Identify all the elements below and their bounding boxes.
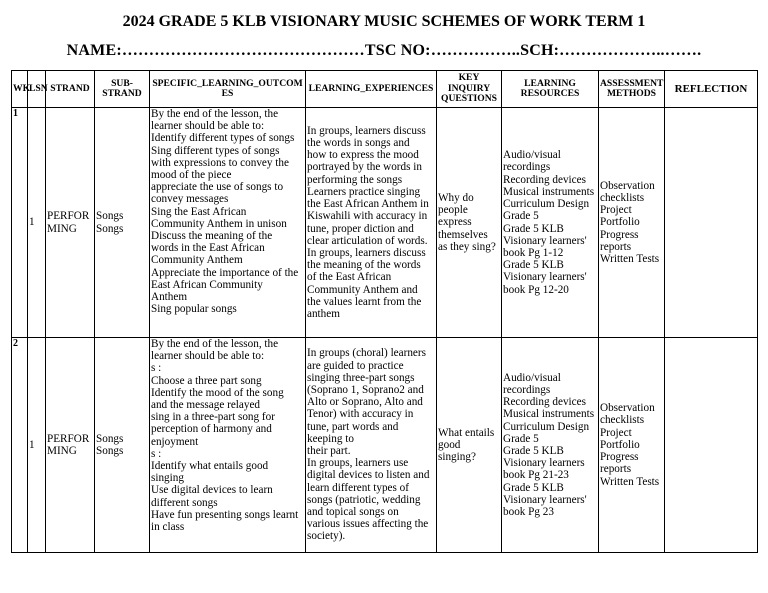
cell-line: Appreciate the importance of the: [151, 266, 299, 279]
cell-strand: [46, 338, 95, 553]
header-strand: STRAND: [46, 71, 95, 108]
cell-line: Audio/visual: [503, 371, 561, 384]
cell-line: tune, proper diction and: [307, 222, 414, 235]
cell-line: perception of harmony and: [151, 423, 272, 436]
cell-line: songs (patriotic, wedding: [307, 493, 421, 506]
cell-line: appreciate the use of songs to: [151, 181, 284, 194]
cell-line: Songs: [96, 432, 124, 445]
cell-line: Choose a three part song: [151, 374, 262, 387]
header-learning-resources: LEARNING RESOURCES: [502, 71, 599, 108]
cell-line: checklists: [600, 414, 645, 427]
cell-line: Portfolio: [600, 438, 640, 451]
schemes-table: [11, 70, 758, 553]
cell-line: Tenor) with accuracy in: [307, 408, 414, 421]
cell-line: Grade 5 KLB: [503, 445, 564, 457]
header-key-inquiry-questions: KEY INQUIRY QUESTIONS: [437, 71, 502, 108]
cell-line: Project: [600, 426, 632, 439]
cell-line: Anthem: [151, 291, 188, 304]
cell-line: Curriculum Design: [503, 420, 590, 433]
cell-line: checklists: [600, 191, 645, 204]
cell-lesson: 1: [28, 338, 46, 553]
cell-line: What entails: [438, 426, 495, 439]
cell-week: 1: [12, 108, 28, 338]
header-sub-strand-text: SUB-STRAND: [102, 77, 142, 99]
cell-week: 2: [12, 338, 28, 553]
cell-assessment-methods: [599, 338, 665, 553]
cell-line: performing the songs: [307, 173, 403, 186]
cell-line: in class: [151, 521, 185, 534]
cell-line: Written Tests: [600, 253, 660, 265]
cell-line: Curriculum Design: [503, 198, 590, 211]
cell-line: words in the East African: [151, 242, 265, 255]
cell-line: Musical instruments: [503, 408, 595, 421]
cell-line: In groups (choral) learners: [307, 347, 426, 360]
cell-line: s :: [151, 447, 162, 460]
header-sub-strand: [95, 71, 150, 108]
cell-line: Use digital devices to learn: [151, 484, 273, 497]
cell-learning-experiences: [306, 338, 437, 553]
cell-line: East African Community: [151, 278, 263, 291]
cell-line: Observation: [600, 402, 655, 415]
cell-line: book Pg 12-20: [503, 283, 569, 296]
cell-line: recordings: [503, 383, 551, 396]
header-lsn: LSN: [28, 71, 46, 108]
cell-line: their part.: [307, 445, 351, 457]
cell-line: tune, part words and keeping to: [307, 420, 399, 445]
cell-line: Progress: [600, 451, 639, 464]
cell-line: enjoyment: [151, 435, 199, 448]
cell-line: Identify different types of songs: [151, 132, 295, 145]
document-title: 2024 GRADE 5 KLB VISIONARY MUSIC SCHEMES OF WORK TERM 1: [122, 13, 646, 30]
cell-line: Audio/visual: [503, 149, 561, 162]
cell-learning-resources: [502, 338, 599, 553]
cell-key-inquiry-question: [437, 108, 502, 338]
cell-specific-learning-outcomes: [150, 338, 306, 553]
cell-line: Discuss the meaning of the: [151, 230, 273, 243]
cell-line: Observation: [600, 179, 655, 192]
header-wk: WK: [12, 71, 28, 108]
cell-line: Project: [600, 204, 632, 217]
cell-line: different songs: [151, 496, 218, 509]
cell-line: In groups, learners discuss: [307, 246, 426, 259]
cell-line: and the message relayed: [151, 399, 261, 412]
cell-line: Portfolio: [600, 216, 640, 229]
cell-line: Alto or Soprano, Alto and: [307, 396, 423, 409]
cell-line: are guided to practice: [307, 359, 404, 372]
cell-line: By the end of the lesson, the: [151, 108, 279, 120]
cell-line: convey messages: [151, 193, 229, 206]
cell-learning-resources: [502, 108, 599, 338]
cell-line: Grade 5: [503, 210, 539, 223]
header-learning-experiences: LEARNING_EXPERIENCES: [306, 71, 437, 108]
cell-line: Grade 5 KLB: [503, 259, 564, 272]
cell-line: singing?: [438, 451, 476, 464]
cell-strand: [46, 108, 95, 338]
cell-line: mood of the piece: [151, 169, 232, 182]
cell-line: Recording devices: [503, 173, 586, 186]
cell-line: of the East African: [307, 271, 392, 284]
cell-sub-strand: [95, 338, 150, 553]
cell-line: singing: [151, 472, 184, 485]
name-tsc-school-line: NAME:………………………………………TSC NO:……………..SCH:………………..…….: [66, 42, 702, 59]
cell-line: recordings: [503, 161, 551, 174]
cell-line: learner should be able to:: [151, 350, 265, 363]
cell-line: portrayed by the words in: [307, 161, 422, 174]
cell-line: Grade 5 KLB: [503, 481, 564, 494]
cell-line: Learners practice singing: [307, 185, 421, 198]
cell-line: express: [438, 216, 472, 229]
cell-line: Identify the mood of the song: [151, 386, 284, 399]
cell-line: PERFOR: [47, 432, 90, 445]
cell-assessment-methods: [599, 108, 665, 338]
cell-line: learn different types of: [307, 481, 409, 494]
header-specific-learning-outcomes: SPECIFIC_LEARNING_OUTCOMES: [150, 71, 306, 108]
cell-line: In groups, learners use: [307, 457, 409, 470]
cell-line: Grade 5 KLB: [503, 222, 564, 235]
table-row: [12, 108, 758, 338]
cell-line: Visionary learners': [503, 493, 587, 506]
cell-reflection: [665, 338, 758, 553]
cell-line: the values learnt from the: [307, 295, 422, 308]
cell-line: Community Anthem and: [307, 283, 418, 296]
cell-line: sing in a three-part song for: [151, 411, 275, 424]
cell-line: Visionary learners': [503, 234, 587, 247]
cell-line: book Pg 1-12: [503, 246, 564, 259]
cell-line: as they sing?: [438, 240, 496, 253]
cell-line: book Pg 23: [503, 506, 554, 519]
cell-line: good: [438, 438, 461, 451]
cell-learning-experiences: [306, 108, 437, 338]
cell-key-inquiry-question: [437, 338, 502, 553]
cell-line: how to express the mood: [307, 149, 419, 162]
cell-line: Sing popular songs: [151, 303, 237, 316]
header-assessment-methods: ASSESSMENT METHODS: [599, 71, 665, 108]
cell-lesson: 1: [28, 108, 46, 338]
cell-line: Recording devices: [503, 396, 586, 409]
cell-line: Sing different types of songs: [151, 144, 280, 157]
cell-line: Why do: [438, 191, 474, 204]
cell-line: the East African Anthem in: [307, 198, 429, 211]
cell-line: (Soprano 1, Soprano2 and: [307, 383, 424, 396]
cell-line: reports: [600, 240, 632, 253]
table-row: [12, 338, 758, 553]
cell-line: Visionary learners': [503, 271, 587, 284]
cell-line: with expressions to convey the: [151, 156, 289, 169]
cell-line: anthem: [307, 307, 340, 320]
cell-line: Songs: [96, 222, 124, 235]
cell-line: MING: [47, 445, 77, 457]
cell-line: themselves: [438, 228, 488, 241]
cell-line: Community Anthem in unison: [151, 217, 287, 230]
cell-line: people: [438, 204, 468, 217]
cell-line: and topical songs on: [307, 506, 399, 519]
cell-line: the meaning of the words: [307, 259, 421, 272]
cell-line: Identify what entails good: [151, 460, 269, 473]
cell-line: Community Anthem: [151, 254, 243, 267]
cell-specific-learning-outcomes: [150, 108, 306, 338]
cell-line: the words in songs and: [307, 137, 410, 150]
cell-line: Grade 5: [503, 432, 539, 445]
cell-line: Written Tests: [600, 475, 660, 488]
cell-line: Musical instruments: [503, 185, 595, 198]
cell-reflection: [665, 108, 758, 338]
cell-line: By the end of the lesson, the: [151, 338, 279, 350]
cell-line: Songs: [96, 210, 124, 223]
cell-line: Progress: [600, 228, 639, 241]
cell-line: s :: [151, 362, 162, 375]
cell-line: PERFOR: [47, 210, 90, 223]
cell-line: clear articulation of words.: [307, 234, 428, 247]
cell-line: book Pg 21-23: [503, 469, 569, 482]
cell-line: society).: [307, 530, 346, 543]
cell-line: MING: [47, 222, 77, 235]
cell-line: Sing the East African: [151, 205, 247, 218]
cell-line: Kiswahili with accuracy in: [307, 210, 428, 223]
cell-line: reports: [600, 463, 632, 476]
cell-line: singing three-part songs: [307, 371, 415, 384]
cell-line: In groups, learners discuss: [307, 124, 426, 137]
cell-line: various issues affecting the: [307, 518, 429, 531]
cell-sub-strand: [95, 108, 150, 338]
cell-line: learner should be able to:: [151, 120, 265, 133]
cell-line: digital devices to listen and: [307, 469, 430, 482]
header-reflection: REFLECTION: [665, 71, 758, 108]
cell-line: Visionary learners: [503, 457, 585, 470]
header-row: [12, 71, 758, 108]
cell-line: Have fun presenting songs learnt: [151, 508, 299, 521]
cell-line: Songs: [96, 445, 124, 457]
